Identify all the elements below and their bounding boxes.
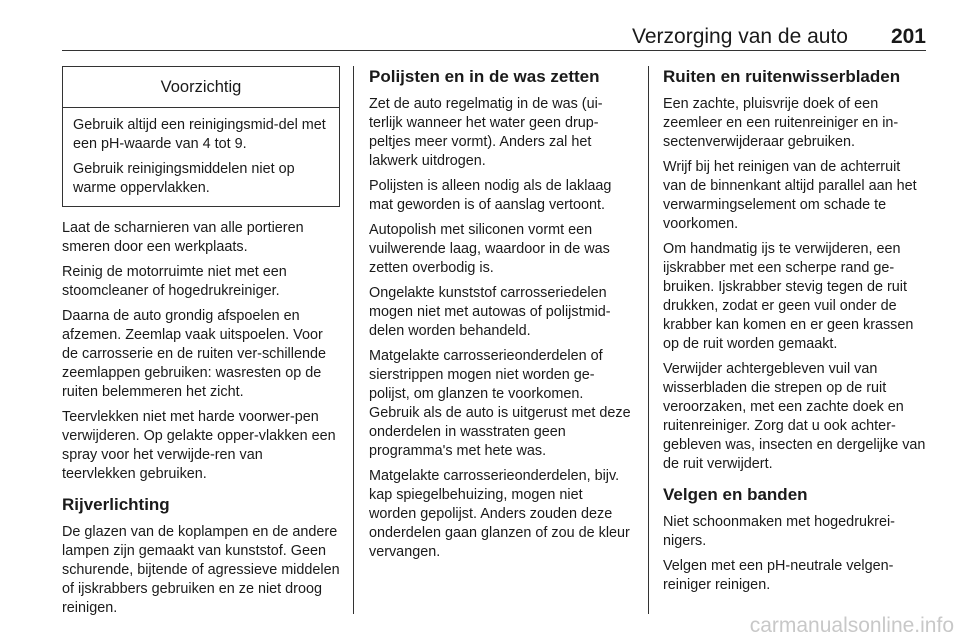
body-paragraph: Laat de scharnieren van alle portieren smeren door een werkplaats.	[62, 220, 304, 255]
caution-paragraph: Gebruik altijd een reinigingsmid-del met een pH-waarde van 4 tot 9.	[73, 117, 326, 152]
body-paragraph: Matgelakte carrosserieonderdelen, bijv. kap spiegelbehuizing, mogen niet worden gepolijst. Anders zouden deze onderdelen gaan glanzen of zou de kleur vervangen.	[369, 468, 630, 560]
column-divider-1	[353, 66, 354, 614]
body-paragraph: Autopolish met siliconen vormt een vuilwerende laag, waardoor in de was zetten overbodig is.	[369, 222, 610, 276]
page-title: Verzorging van de auto	[632, 25, 848, 48]
body-paragraph: Om handmatig ijs te verwijderen, een ijskrabber met een scherpe rand ge-bruiken. Ijskrabber stevig tegen de ruit drukken, zodat er geen vuil onder de krabber kan komen en er geen krassen op de ruit worden gemaakt.	[663, 241, 914, 352]
header-divider	[62, 50, 926, 51]
body-paragraph: Zet de auto regelmatig in de was (ui-terlijk wanneer het water geen drup-peltjes meer vormt). Anders zal het lakwerk uitdrogen.	[369, 96, 603, 169]
body-paragraph: Velgen met een pH-neutrale velgen-reiniger reinigen.	[663, 558, 894, 593]
caution-box	[62, 66, 340, 207]
section-heading-ruiten: Ruiten en ruitenwisserbladen	[663, 67, 901, 86]
column-2	[369, 66, 633, 568]
body-paragraph: Matgelakte carrosserieonderdelen of sierstrippen mogen niet worden ge-polijst, om glanzen te voorkomen. Gebruik als de auto is uitgerust met deze onderdelen in wasstraten geen programma's met hete was.	[369, 348, 631, 459]
section-heading-rijverlichting: Rijverlichting	[62, 495, 170, 514]
section-heading-velgen: Velgen en banden	[663, 485, 808, 504]
body-paragraph: De glazen van de koplampen en de andere lampen zijn gemaakt van kunststof. Geen schurende, bijtende of agressieve middelen of ijskrabbers gebruiken en ze niet droog reinigen.	[62, 524, 340, 616]
caution-paragraph: Gebruik reinigingsmiddelen niet op warme oppervlakken.	[73, 161, 295, 196]
watermark: carmanualsonline.info	[749, 614, 954, 637]
column-1	[62, 66, 340, 624]
body-paragraph: Teervlekken niet met harde voorwer-pen verwijderen. Op gelakte opper-vlakken een spray voor het verwijde-ren van teervlekken gebruiken.	[62, 409, 336, 482]
body-paragraph: Wrijf bij het reinigen van de achterruit van de binnenkant altijd parallel aan het verwarmingselement om schade te voorkomen.	[663, 159, 917, 232]
caution-title: Voorzichtig	[63, 67, 339, 108]
body-paragraph: Polijsten is alleen nodig als de laklaag mat geworden is of aanslag vertoont.	[369, 178, 612, 213]
body-paragraph: Een zachte, pluisvrije doek of een zeemleer en een ruitenreiniger en in-sectenverwijderaar gebruiken.	[663, 96, 899, 150]
body-paragraph: Niet schoonmaken met hogedrukrei-nigers.	[663, 514, 895, 549]
body-paragraph: Ongelakte kunststof carrosseriedelen mogen niet met autowas of polijstmid-delen worden behandeld.	[369, 285, 611, 339]
body-paragraph: Verwijder achtergebleven vuil van wisserbladen die strepen op de ruit veroorzaken, met een zachte doek en ruitenreiniger. Zorg dat u ook achter-gebleven was, insecten en dergelijke van de ruit verwijdert.	[663, 361, 926, 472]
column-3	[663, 66, 927, 601]
body-paragraph: Reinig de motorruimte niet met een stoomcleaner of hogedrukreiniger.	[62, 264, 287, 299]
section-heading-polijsten: Polijsten en in de was zetten	[369, 67, 600, 86]
column-divider-2	[648, 66, 649, 614]
page-header	[62, 26, 926, 48]
body-paragraph: Daarna de auto grondig afspoelen en afzemen. Zeemlap vaak uitspoelen. Voor de carrosserie en de ruiten ver-schillende zeemlappen gebruiken: wasresten op de ruiten belemmeren het zicht.	[62, 308, 326, 400]
caution-body	[63, 108, 339, 206]
page-number: 201	[890, 25, 926, 48]
